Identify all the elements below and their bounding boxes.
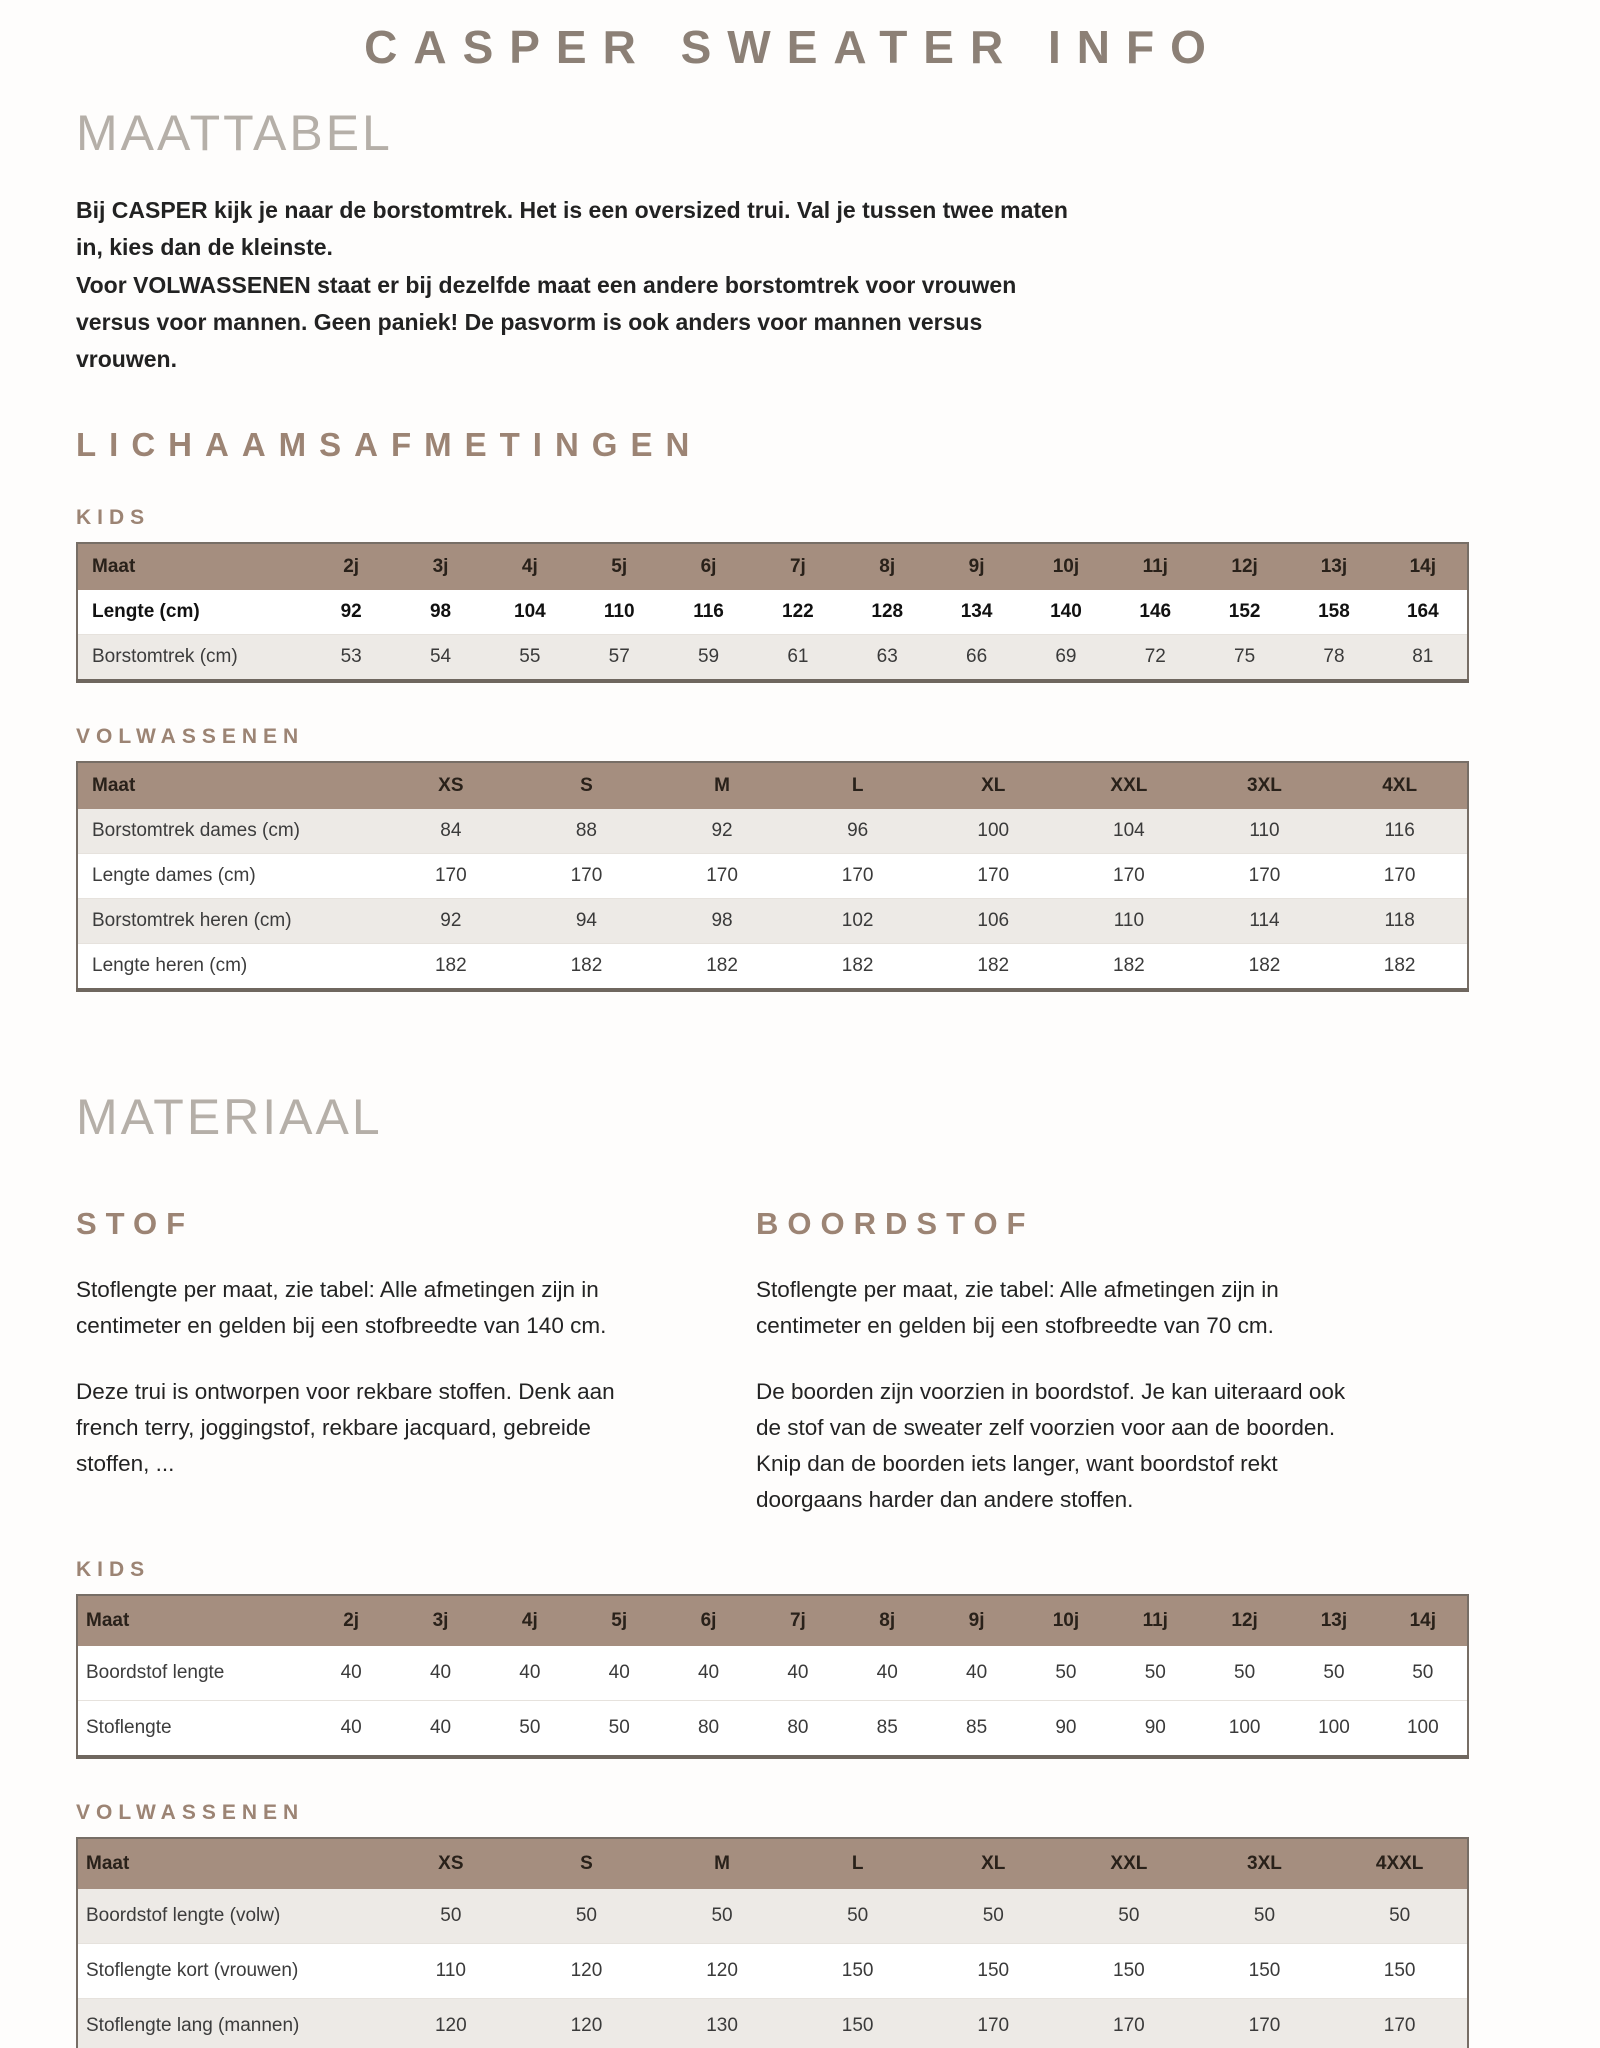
stof-column [76, 1206, 636, 1518]
table-cell: 50 [485, 1701, 574, 1758]
table-cell: 170 [1332, 1999, 1468, 2048]
table-cell: 63 [843, 635, 932, 682]
column-header: 12j [1200, 1595, 1289, 1646]
table-materiaal-volwassenen [76, 1837, 1470, 2048]
table-cell: 81 [1379, 635, 1468, 682]
column-heading-boordstof: BOORDSTOF [756, 1206, 1035, 1242]
subheading-volwassenen-materiaal: VOLWASSENEN [76, 1801, 305, 1825]
column-header: S [519, 762, 655, 809]
table-header-row [77, 762, 1468, 809]
table-row [77, 1701, 1468, 1758]
table-cell: 100 [1379, 1701, 1468, 1758]
row-label: Borstomtrek dames (cm) [77, 809, 383, 854]
table-cell: 50 [654, 1889, 790, 1944]
table-cell: 182 [925, 944, 1061, 991]
table-cell: 50 [383, 1889, 519, 1944]
column-header: 8j [843, 1595, 932, 1646]
row-label: Lengte dames (cm) [77, 854, 383, 899]
table-cell: 150 [1332, 1944, 1468, 1999]
table-row [77, 1646, 1468, 1701]
column-header: 3XL [1197, 762, 1333, 809]
column-header: 8j [843, 543, 932, 590]
boordstof-paragraph: Stoflengte per maat, zie tabel: Alle afmetingen zijn in centimeter en gelden bij een stofbreedte van 70 cm. [756, 1277, 1279, 1339]
table-cell: 40 [575, 1646, 664, 1701]
table-cell: 170 [1197, 1999, 1333, 2048]
column-header: 10j [1021, 1595, 1110, 1646]
table-cell: 170 [925, 1999, 1061, 2048]
table-row [77, 590, 1468, 635]
column-header: 4XL [1332, 762, 1468, 809]
table-cell: 53 [307, 635, 396, 682]
table-row [77, 1944, 1468, 1999]
table-cell: 40 [307, 1646, 396, 1701]
table-cell: 110 [383, 1944, 519, 1999]
table-cell: 170 [1332, 854, 1468, 899]
column-header: L [790, 762, 926, 809]
table-cell: 100 [1289, 1701, 1378, 1758]
table-cell: 182 [383, 944, 519, 991]
table-cell: 104 [485, 590, 574, 635]
column-header: 10j [1021, 543, 1110, 590]
table-cell: 57 [575, 635, 664, 682]
table-cell: 100 [925, 809, 1061, 854]
table-cell: 150 [790, 1999, 926, 2048]
column-header: 3j [396, 543, 485, 590]
table-cell: 170 [1197, 854, 1333, 899]
table-cell: 80 [753, 1701, 842, 1758]
table-cell: 50 [575, 1701, 664, 1758]
table-cell: 50 [925, 1889, 1061, 1944]
table-cell: 98 [396, 590, 485, 635]
table-cell: 55 [485, 635, 574, 682]
column-header: Maat [77, 1595, 307, 1646]
table-cell: 182 [519, 944, 655, 991]
size-table [76, 1594, 1469, 1759]
table-cell: 120 [383, 1999, 519, 2048]
table-cell: 118 [1332, 899, 1468, 944]
row-label: Borstomtrek heren (cm) [77, 899, 383, 944]
row-label: Stoflengte kort (vrouwen) [77, 1944, 383, 1999]
table-cell: 102 [790, 899, 926, 944]
table-cell: 85 [932, 1701, 1021, 1758]
table-header-row [77, 543, 1468, 590]
row-label: Stoflengte [77, 1701, 307, 1758]
table-cell: 120 [654, 1944, 790, 1999]
table-cell: 40 [664, 1646, 753, 1701]
column-header: 4XXL [1332, 1838, 1468, 1889]
row-label: Boordstof lengte (volw) [77, 1889, 383, 1944]
table-cell: 98 [654, 899, 790, 944]
column-header: 13j [1289, 1595, 1378, 1646]
column-header: L [790, 1838, 926, 1889]
column-header: XXL [1061, 1838, 1197, 1889]
table-cell: 54 [396, 635, 485, 682]
table-cell: 150 [790, 1944, 926, 1999]
table-row [77, 809, 1468, 854]
column-header: M [654, 762, 790, 809]
table-cell: 170 [519, 854, 655, 899]
size-table [76, 761, 1469, 992]
table-cell: 150 [925, 1944, 1061, 1999]
table-cell: 80 [664, 1701, 753, 1758]
table-cell: 92 [307, 590, 396, 635]
table-cell: 128 [843, 590, 932, 635]
table-cell: 94 [519, 899, 655, 944]
table-cell: 96 [790, 809, 926, 854]
column-header: 6j [664, 543, 753, 590]
intro-paragraph: Voor VOLWASSENEN staat er bij dezelfde maat een andere borstomtrek voor vrouwen versus voor mannen. Geen paniek! De pasvorm is ook anders voor mannen versus vrouwen. [76, 271, 1017, 372]
table-cell: 69 [1021, 635, 1110, 682]
table-cell: 50 [1379, 1646, 1468, 1701]
column-header: M [654, 1838, 790, 1889]
table-cell: 50 [1200, 1646, 1289, 1701]
table-body-volwassenen [76, 761, 1470, 992]
table-cell: 116 [664, 590, 753, 635]
table-row [77, 635, 1468, 682]
column-header: 4j [485, 1595, 574, 1646]
table-cell: 72 [1111, 635, 1200, 682]
table-cell: 120 [519, 1944, 655, 1999]
table-cell: 130 [654, 1999, 790, 2048]
section-heading-maattabel: MAATTABEL [76, 105, 393, 161]
intro-text [76, 192, 1076, 378]
table-cell: 146 [1111, 590, 1200, 635]
row-label: Borstomtrek (cm) [77, 635, 307, 682]
column-header: XS [383, 762, 519, 809]
subheading-kids-materiaal: KIDS [76, 1558, 151, 1582]
table-cell: 106 [925, 899, 1061, 944]
table-cell: 170 [1061, 854, 1197, 899]
table-cell: 120 [519, 1999, 655, 2048]
table-row [77, 1889, 1468, 1944]
column-header: 14j [1379, 1595, 1468, 1646]
table-cell: 59 [664, 635, 753, 682]
materiaal-columns [76, 1206, 1470, 1518]
column-header: S [519, 1838, 655, 1889]
table-cell: 50 [1061, 1889, 1197, 1944]
table-cell: 40 [485, 1646, 574, 1701]
column-header: 11j [1111, 543, 1200, 590]
column-header: 4j [485, 543, 574, 590]
table-cell: 170 [654, 854, 790, 899]
table-cell: 40 [753, 1646, 842, 1701]
table-cell: 134 [932, 590, 1021, 635]
table-cell: 114 [1197, 899, 1333, 944]
table-row [77, 899, 1468, 944]
column-header: Maat [77, 762, 383, 809]
table-cell: 40 [396, 1701, 485, 1758]
row-label: Stoflengte lang (mannen) [77, 1999, 383, 2048]
table-cell: 182 [654, 944, 790, 991]
section-heading-lichaamsafmetingen: LICHAAMSAFMETINGEN [76, 426, 703, 464]
table-cell: 170 [383, 854, 519, 899]
intro-paragraph: Bij CASPER kijk je naar de borstomtrek. Het is een oversized trui. Val je tussen twee maten in, kies dan de kleinste. [76, 197, 1068, 261]
table-cell: 75 [1200, 635, 1289, 682]
table-cell: 50 [790, 1889, 926, 1944]
table-cell: 50 [1021, 1646, 1110, 1701]
table-cell: 92 [383, 899, 519, 944]
row-label: Boordstof lengte [77, 1646, 307, 1701]
column-header: 6j [664, 1595, 753, 1646]
table-cell: 100 [1200, 1701, 1289, 1758]
boordstof-column [756, 1206, 1346, 1518]
column-header: XL [925, 762, 1061, 809]
table-cell: 61 [753, 635, 842, 682]
table-cell: 85 [843, 1701, 932, 1758]
table-cell: 170 [790, 854, 926, 899]
boordstof-paragraph: De boorden zijn voorzien in boordstof. Je kan uiteraard ook de stof van de sweater zelf voorzien voor aan de boorden. Knip dan de boorden iets langer, want boordstof rekt doorgaans harder dan andere stoffen. [756, 1379, 1346, 1513]
table-cell: 40 [932, 1646, 1021, 1701]
table-cell: 150 [1061, 1944, 1197, 1999]
column-header: 5j [575, 543, 664, 590]
table-cell: 78 [1289, 635, 1378, 682]
page-title: CASPER SWEATER INFO [364, 21, 1222, 73]
column-heading-stof: STOF [76, 1206, 195, 1242]
table-cell: 50 [1111, 1646, 1200, 1701]
table-cell: 104 [1061, 809, 1197, 854]
table-cell: 50 [1197, 1889, 1333, 1944]
table-body-kids [76, 542, 1470, 683]
table-cell: 182 [790, 944, 926, 991]
table-cell: 170 [925, 854, 1061, 899]
table-cell: 158 [1289, 590, 1378, 635]
column-header: 7j [753, 1595, 842, 1646]
column-header: 14j [1379, 543, 1468, 590]
table-cell: 84 [383, 809, 519, 854]
row-label: Lengte (cm) [77, 590, 307, 635]
column-header: 9j [932, 1595, 1021, 1646]
table-cell: 122 [753, 590, 842, 635]
column-header: 2j [307, 543, 396, 590]
column-header: 13j [1289, 543, 1378, 590]
table-header-row [77, 1595, 1468, 1646]
table-cell: 182 [1061, 944, 1197, 991]
table-cell: 92 [654, 809, 790, 854]
table-cell: 182 [1332, 944, 1468, 991]
size-table [76, 1837, 1469, 2048]
table-cell: 116 [1332, 809, 1468, 854]
section-heading-materiaal: MATERIAAL [76, 1089, 383, 1146]
stof-paragraph: Deze trui is ontworpen voor rekbare stoffen. Denk aan french terry, joggingstof, rekbare jacquard, gebreide stoffen, ... [76, 1379, 615, 1477]
column-header: 3j [396, 1595, 485, 1646]
table-cell: 40 [843, 1646, 932, 1701]
table-cell: 66 [932, 635, 1021, 682]
column-header: XL [925, 1838, 1061, 1889]
table-cell: 110 [1061, 899, 1197, 944]
table-cell: 164 [1379, 590, 1468, 635]
subheading-volwassenen-body: VOLWASSENEN [76, 725, 305, 749]
table-cell: 140 [1021, 590, 1110, 635]
column-header: 5j [575, 1595, 664, 1646]
table-cell: 50 [1289, 1646, 1378, 1701]
table-cell: 170 [1061, 1999, 1197, 2048]
column-header: XS [383, 1838, 519, 1889]
table-row [77, 1999, 1468, 2048]
table-cell: 90 [1111, 1701, 1200, 1758]
subheading-kids-body: KIDS [76, 506, 151, 530]
column-header: XXL [1061, 762, 1197, 809]
table-cell: 50 [1332, 1889, 1468, 1944]
table-header-row [77, 1838, 1468, 1889]
table-cell: 40 [396, 1646, 485, 1701]
size-table [76, 542, 1469, 683]
column-header: Maat [77, 1838, 383, 1889]
column-header: 9j [932, 543, 1021, 590]
table-cell: 182 [1197, 944, 1333, 991]
table-cell: 40 [307, 1701, 396, 1758]
column-header: 2j [307, 1595, 396, 1646]
column-header: 7j [753, 543, 842, 590]
column-header: Maat [77, 543, 307, 590]
column-header: 12j [1200, 543, 1289, 590]
table-cell: 150 [1197, 1944, 1333, 1999]
table-row [77, 944, 1468, 991]
table-row [77, 854, 1468, 899]
column-header: 11j [1111, 1595, 1200, 1646]
stof-paragraph: Stoflengte per maat, zie tabel: Alle afmetingen zijn in centimeter en gelden bij een stofbreedte van 140 cm. [76, 1277, 607, 1339]
table-cell: 88 [519, 809, 655, 854]
row-label: Lengte heren (cm) [77, 944, 383, 991]
table-cell: 110 [1197, 809, 1333, 854]
table-materiaal-kids [76, 1594, 1470, 1759]
table-cell: 152 [1200, 590, 1289, 635]
table-cell: 90 [1021, 1701, 1110, 1758]
column-header: 3XL [1197, 1838, 1333, 1889]
table-cell: 110 [575, 590, 664, 635]
table-cell: 50 [519, 1889, 655, 1944]
